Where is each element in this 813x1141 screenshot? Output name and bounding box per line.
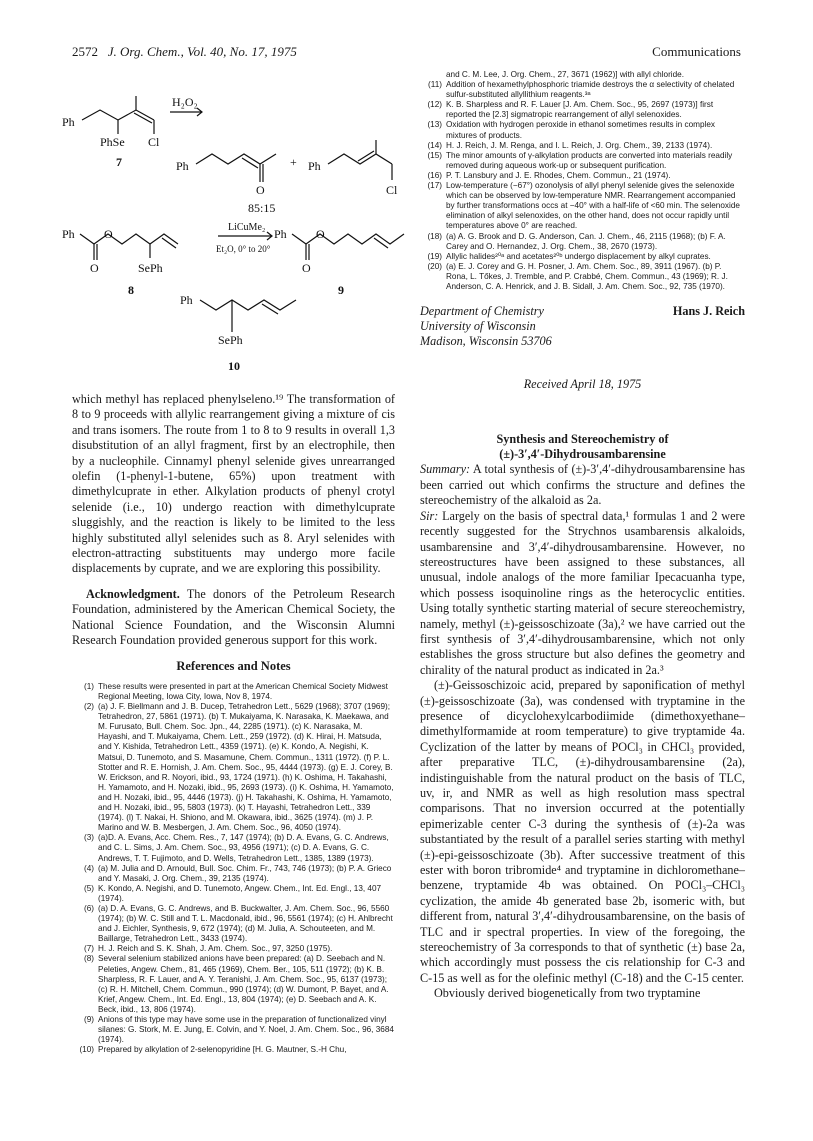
plus-sign: + — [290, 155, 297, 169]
running-header — [72, 44, 297, 60]
reference-text: (a) M. Julia and D. Arnould, Bull. Soc. Chim. Fr., 743, 746 (1973); (b) P. A. Grieco and Y. Masaki, J. Org. Chem., 39, 2135 (1974). — [98, 863, 392, 883]
reference-number: (18) — [427, 231, 442, 241]
paragraph-transformation: which methyl has replaced phenylseleno.¹⁹ The transformation of 8 to 9 proceeds with allylic rearrangement giving a mixture of cis and trans isomers. The route from 1 to 8 to 9 results in overall 1,3 disubstitution of an allyl fragment, first by an electrophile, then by a nucleophile. Cinnamyl phenyl selenide gives unrearranged olefin (1-phenyl-1-butene, 65%) upon treatment with dimethylcuprate in ether. Alkylation products of phenyl crotyl selenide (i.e., 10) undergo reaction with dimethylcuprate sluggishly, and the reaction is likely to be limited to the less highly substituted allyl selenides such as 8. Aryl selenides with electron-attracting substituents may undergo more facile displacements by cuprate, and we are exploring this possibility. — [72, 392, 395, 576]
reference-note — [420, 171, 745, 181]
reference-text: Addition of hexamethylphosphoric triamide destroys the α selectivity of chelated sulfur-substituted allyllithium reagents.³ᵃ — [446, 80, 735, 100]
reference-number: (13) — [427, 120, 442, 130]
reference-note — [420, 80, 745, 100]
svg-text:O: O — [256, 183, 265, 197]
reference-number: (2) — [83, 702, 94, 712]
reference-note — [72, 954, 395, 1015]
reference-note — [420, 120, 745, 140]
reference-text: K. Kondo, A. Negishi, and D. Tunemoto, Angew. Chem., Int. Ed. Engl., 13, 407 (1974). — [98, 883, 382, 903]
svg-text:O: O — [104, 227, 113, 241]
reference-note — [420, 151, 745, 171]
reference-text: Allylic halides²⁰ᵃ and acetates²⁰ᵇ undergo displacement by alkyl cuprates. — [446, 251, 711, 261]
reference-note — [72, 884, 395, 904]
reference-number: (10) — [79, 1045, 94, 1055]
reference-note — [420, 141, 745, 151]
note-10-continued: and C. M. Lee, J. Org. Chem., 27, 3671 (1962)] with allyl chloride. — [446, 70, 685, 79]
summary-text: A total synthesis of (±)-3′,4′-dihydrousambarensine has been carried out which confirms the structure and defines the stereochemistry of the alkaloid as 2a. — [420, 462, 745, 508]
author-address — [420, 304, 745, 349]
references-list-left — [72, 682, 395, 1055]
reference-text: (a) J. F. Biellmann and J. B. Ducep, Tetrahedron Lett., 5629 (1968); 3707 (1969); Tetrahedron, 27, 5861 (1971). (b) T. Mukaiyama, K. Narasaka, K. Maekawa, and M. Furusato, Bull. Chem. Soc. Jpn., 44, 2285 (1971). (c) K. Narasaka, M. Hayashi, and T. Mukaiyama, Chem. Lett., 259 (1972). (d) K. Hirai, H. Matsuda, and Y. Kishida, Tetrahedron Lett., 4359 (1971). (e) K. Kondo, A. Negishi, K. Matsui, D. Tunemoto, and S. Masamune, Chem. Commun., 1311 (1972). (f) P. L. Stotter and R. E. Hornish, J. Am. Chem. Soc., 95, 4444 (1973). (g) E. J. Corey, B. W. Erickson, and R. Noyori, ibid., 93, 1724 (1971). (h) K. Oshima, H. Takahashi, H. Yamamoto, and H. Nozaki, ibid., 95, 2693 (1973). (i) K. Oshima, H. Yamamoto, and H. Nozaki, ibid., 95, 4446 (1973). (j) H. Takahashi, K. Oshima, H. Yamamoto, and H. Nozaki, ibid., 95, 5803 (1973). (k) T. Hayashi, Tetrahedron Lett., 339 (1974). (l) T. Nakai, H. Shiono, and M. Okawara, ibid., 3625 (1974). (m) J. P. Marino and W. B. Mesbergen, J. Am. Chem. Soc., 96, 4050 (1974). — [98, 702, 394, 833]
reference-note — [72, 864, 395, 884]
svg-text:Ph: Ph — [176, 159, 189, 173]
reference-note — [72, 1015, 395, 1045]
reference-number: (3) — [83, 833, 94, 843]
svg-text:Ph: Ph — [62, 227, 75, 241]
compound-8 — [62, 227, 178, 297]
article-title — [420, 432, 745, 462]
reference-number: (6) — [83, 903, 94, 913]
address-line-1: Department of Chemistry — [420, 304, 544, 319]
svg-text:O: O — [316, 227, 325, 241]
sir-label: Sir: — [420, 508, 439, 523]
reference-number: (5) — [83, 883, 94, 893]
reference-number: (20) — [427, 261, 442, 271]
reference-note — [420, 232, 745, 252]
ph-label: Ph — [62, 115, 75, 129]
reference-number: (4) — [83, 863, 94, 873]
svg-text:SePh: SePh — [138, 261, 163, 275]
reference-number: (12) — [427, 100, 442, 110]
product-chloride — [308, 140, 398, 197]
reference-text: Anions of this type may have some use in the preparation of functionalized vinyl silanes: G. Stork, M. E. Jung, E. Colvin, and Y. Noel, J. Am. Chem. Soc., 96, 3684 (1974). — [98, 1015, 394, 1045]
reference-text: (a) E. J. Corey and G. H. Posner, J. Am. Chem. Soc., 89, 3911 (1967). (b) P. Rona, L. Tőkes, J. Tremble, and P. Crabbé, Chem. Commun., 43 (1969); R. J. Anderson, C. A. Henrick, and J. B. Sidall, J. Am. Chem. Soc., 92, 735 (1970). — [446, 261, 728, 291]
address-line-2: University of Wisconsin — [420, 319, 536, 334]
article-title-line-2: (±)-3′,4′-Dihydrousambarensine — [499, 447, 666, 462]
h2o2-reagent: H₂O₂ — [172, 95, 198, 109]
sir-text: Largely on the basis of spectral data,¹ formulas 1 and 2 were recently suggested for the Strychnos usambarensis alkaloids, usambarensine and 3′,4′-dihydrousambarensine. However, no stereostructures have been assigned to these substances, all unusual, indole analogs of the more familiar Ipecacuanha type, which possess isoquinoline rings as the heterocyclic entities. Using totally synthetic starting material of secure stereochemistry, namely, methyl (±)-geissoschizoate (3a),² we have carried out the first synthesis of 3′,4′-dihydrousambarensine, which not only establishes the gross structure but also defines the geometry and chirality of the natural product as indicated in 2a.³ — [420, 508, 745, 677]
reference-note — [72, 833, 395, 863]
product-ketone — [176, 154, 276, 197]
acknowledgment — [72, 587, 395, 649]
received-date: Received April 18, 1975 — [523, 377, 642, 392]
reference-text: K. B. Sharpless and R. F. Lauer [J. Am. Chem. Soc., 95, 2697 (1973)] first reported the [2.3] sigmatropic rearrangement of allyl selenoxides. — [446, 100, 714, 120]
reference-number: (7) — [83, 944, 94, 954]
conditions: Et₂O, 0° to 20° — [216, 244, 271, 254]
compound-8-label: 8 — [128, 283, 134, 297]
page-number: 2572 — [72, 44, 98, 59]
product-ratio: 85:15 — [248, 201, 276, 215]
address-line-3: Madison, Wisconsin 53706 — [420, 334, 552, 349]
compound-10 — [180, 293, 296, 373]
compound-9-label: 9 — [338, 283, 344, 297]
reference-note — [72, 1045, 395, 1055]
reference-note — [72, 904, 395, 944]
paragraph-geissoschizoic: (±)-Geissoschizoic acid, prepared by saponification of methyl (±)-geissoschizoate (3a), was condensed with tryptamine in the presence of dicyclohexylcarbodiimide (dimethoxyethane–dimethylformamide at room temperature) to give tryptamide 4a. Cyclization of the latter by means of POCl₃ in CHCl₃ provided, after preparative TLC, (±)-dihydrousambarensine (2a), indistinguishable from the natural product on the basis of TLC, uv, ir, and NMR as well as high resolution mass spectral comparisons. That no inversion occurred at the potentially epimerizable center C-3 during the synthesis of (±)-2a was substantiated by the result of a parallel series starting with methyl (±)-epi-geissoschizoate (3b). After successive treatment of this ester with boron tribromide⁴ and tryptamine in dichloromethane–benzene, tryptamide 4b was obtained. On POCl₃–CHCl₃ cyclization, the amide 4b generated base 2b, isomeric with, but different from, natural 3′,4′-dihydrousambarensine, on the basis of TLC and ir spectral properties. In view of the foregoing, the stereochemistry of 3a corresponds to that of synthetic (±) base 2a, which accordingly must possess the cis relationship for C-3 and C-15 as well as for the olefinic methyl (C-18) and the C-15 center. — [420, 678, 745, 985]
reference-note — [420, 262, 745, 292]
acknowledgment-body: The donors of the Petroleum Research Foundation, administered by the American Chemical Society, the National Science Foundation, and the Wisconsin Alumni Research Foundation provided generous support for this work. — [72, 586, 395, 648]
reference-text: (a) A. G. Brook and D. G. Anderson, Can. J. Chem., 46, 2115 (1968); (b) F. A. Carey and O. Hernandez, J. Org. Chem., 38, 2670 (1973). — [446, 231, 726, 251]
summary-label: Summary: — [420, 462, 471, 477]
author-name: Hans J. Reich — [672, 304, 745, 319]
reference-note — [72, 702, 395, 833]
references-list-right — [420, 70, 745, 292]
compound-10-label: 10 — [228, 359, 240, 373]
section-name: Communications — [652, 44, 741, 59]
reference-note — [420, 181, 745, 231]
cl-label: Cl — [148, 135, 160, 149]
svg-text:Ph: Ph — [274, 227, 287, 241]
reference-number: (9) — [83, 1015, 94, 1024]
reference-text: (a) D. A. Evans, G. C. Andrews, and B. Buckwalter, J. Am. Chem. Soc., 96, 5560 (1974); (b) W. C. Still and T. L. Macdonald, ibid., 96, 5561 (1974); (c) H. Ahlbrecht and J. Eichler, Synthesis, 9, 672 (1974); (d) M. Julia, A. Schouteeten, and M. Baillarge, Tetrahedron Lett., 3433 (1974). — [98, 903, 393, 944]
reference-text: The minor amounts of γ-alkylation products are converted into materials readily removed during aqueous work-up or subsequent purification. — [446, 150, 733, 170]
svg-text:Ph: Ph — [180, 293, 193, 307]
reference-number: (14) — [427, 140, 442, 150]
left-column — [72, 392, 395, 1055]
reference-number: (11) — [428, 80, 442, 90]
svg-text:O: O — [90, 261, 99, 275]
reference-number: (19) — [427, 251, 442, 261]
reference-number: (16) — [427, 170, 442, 180]
summary — [420, 462, 745, 508]
references-heading: References and Notes — [176, 658, 291, 673]
reference-text: These results were presented in part at the American Chemical Society Midwest Regional Meeting, Iowa City, Iowa, Nov 8, 1974. — [98, 681, 388, 701]
paragraph-biogenetic: Obviously derived biogenetically from two tryptamine — [434, 986, 701, 1001]
reference-note — [420, 100, 745, 120]
reference-text: P. T. Lansbury and J. E. Rhodes, Chem. Commun., 21 (1974). — [446, 170, 671, 180]
svg-text:O: O — [302, 261, 311, 275]
right-column — [420, 70, 745, 1002]
reference-number: (1) — [83, 681, 94, 691]
svg-text:SePh: SePh — [218, 333, 243, 347]
acknowledgment-heading: Acknowledgment. — [86, 586, 180, 601]
journal-citation: J. Org. Chem., Vol. 40, No. 17, 1975 — [107, 44, 297, 59]
reference-text: H. J. Reich and S. K. Shah, J. Am. Chem. Soc., 97, 3250 (1975). — [98, 944, 333, 954]
svg-text:Cl: Cl — [386, 183, 398, 197]
compound-9 — [274, 227, 404, 297]
reference-number: (15) — [427, 150, 442, 160]
reference-number: (17) — [427, 181, 442, 191]
reference-text: Several selenium stabilized anions have been prepared: (a) D. Seebach and N. Peleties, Angew. Chem., 81, 465 (1969), Chem. Ber., 105, 511 (1972); (b) K. B. Sharpless, R. F. Lauer, and A. Y. Teranishi, J. Am. Chem. Soc., 95, 6137 (1973); (c) R. H. Mitchell, Chem. Commun., 990 (1974); (d) W. Dumont, P. Bayet, and A. Krief, Angew. Chem., Int. Ed. Engl., 13, 804 (1974); (e) D. Seebach and A. K. Beck, ibid., 13, 806 (1974). — [98, 954, 389, 1014]
reference-text: Low-temperature (−67°) ozonolysis of allyl phenyl selenide gives the selenoxide which can be observed by low-temperature NMR. Rearrangement accompanied by further transformations occs at −40° with a half-life of <60 min. The selenoxide elimination of alkyl selenoxides, on the other hand, does not occur rapidly until temperatures above 0° are reached. — [446, 181, 740, 231]
compound-7-label: 7 — [116, 155, 122, 169]
compound-7 — [62, 96, 160, 169]
reference-text: H. J. Reich, J. M. Renga, and I. L. Reich, J. Org. Chem., 39, 2133 (1974). — [446, 140, 713, 150]
svg-text:Ph: Ph — [308, 159, 321, 173]
reference-number: (8) — [83, 954, 94, 964]
phse-label: PhSe — [100, 135, 125, 149]
cuprate-reagent: LiCuMe₂ — [228, 222, 266, 233]
sir-paragraph — [420, 509, 745, 678]
article-title-line-1: Synthesis and Stereochemistry of — [496, 432, 669, 447]
reaction-scheme — [60, 82, 410, 382]
reference-text: Prepared by alkylation of 2-selenopyridine [H. G. Mautner, S.-H Chu, — [98, 1045, 347, 1055]
reference-note — [72, 944, 395, 954]
reference-note — [72, 682, 395, 702]
reference-text: (a)D. A. Evans, Acc. Chem. Res., 7, 147 (1974); (b) D. A. Evans, G. C. Andrews, and C. L. Sims, J. Am. Chem. Soc., 93, 4956 (1971); (c) D. A. Evans, G. C. Andrews, T. T. Fujimoto, and D. Wells, Tetrahedron Lett., 1385, 1389 (1973). — [98, 833, 389, 863]
reference-text: Oxidation with hydrogen peroxide in ethanol sometimes results in complex mixtures of products. — [446, 120, 715, 140]
reference-note — [420, 252, 745, 262]
